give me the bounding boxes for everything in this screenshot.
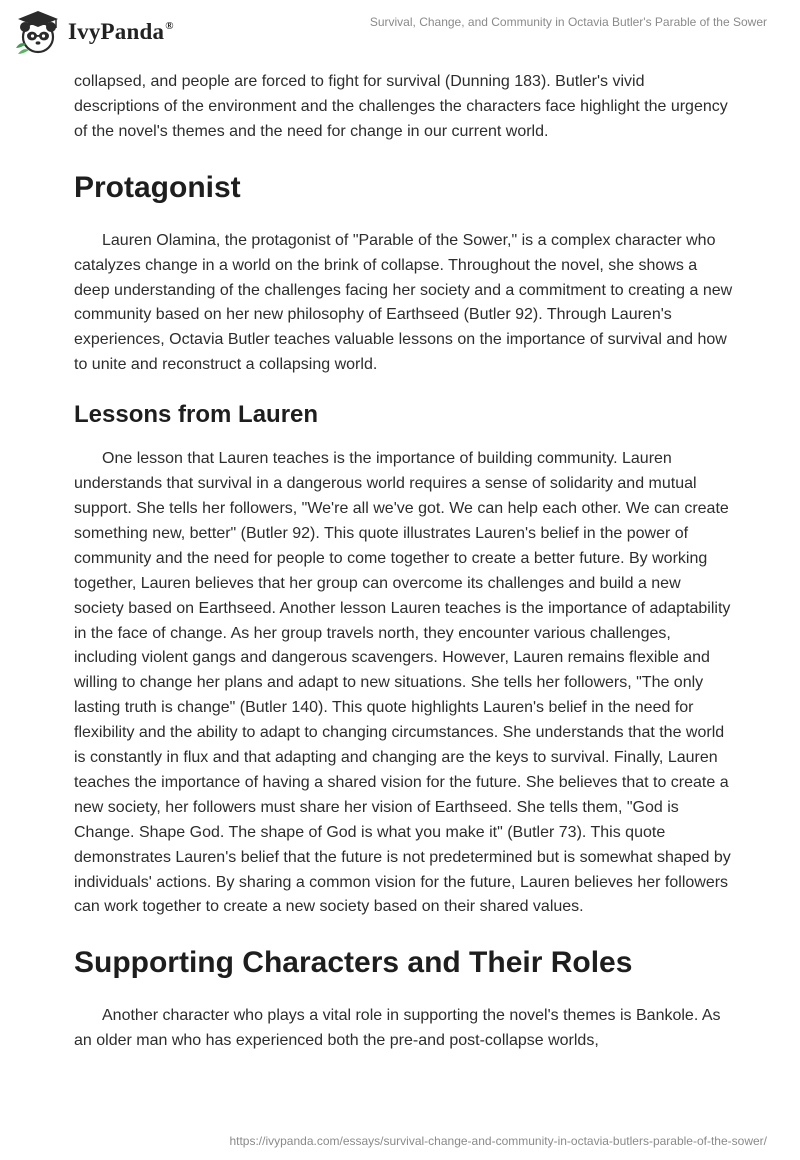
supporting-paragraph: Another character who plays a vital role in supporting the novel's themes is Bankole. As an older man who has experienced both the pre-and post-collapse worlds,: [74, 1007, 721, 1050]
lessons-paragraph: One lesson that Lauren teaches is the importance of building community. Lauren understands that survival in a dangerous world requires a sense of solidarity and mutual support. She tells her followers, "We're all we've got. We can help each other. We can create something new, better" (Butler 92). This quote illustrates Lauren's belief in the power of community and the need for people to come together to create a better future. By working together, Lauren believes that her group can overcome its challenges and build a new society based on Earthseed. Another lesson Lauren teaches is the importance of adaptability in the face of change. As her group travels north, they encounter various challenges, including violent gangs and dangerous scavengers. However, Lauren remains flexible and willing to change her plans and adapt to new situations. She tells her followers, "The only lasting truth is change" (Butler 140). This quote highlights Lauren's belief in the need for flexibility and the ability to adapt to changing circumstances. She understands that the world is constantly in flux and that adapting and changing are the keys to survival. Finally, Lauren teaches the importance of having a shared vision for the future. She believes that to create a new society, her followers must share her vision of Earthseed. She tells them, "God is Change. Shape God. The shape of God is what you make it" (Butler 73). This quote demonstrates Lauren's belief that the future is not predetermined but is somewhat shaped by individuals' actions. By sharing a common vision for the future, Lauren believes her followers can work together to create a new society based on their shared values.: [74, 450, 731, 916]
brand-name: IvyPanda®: [68, 19, 174, 44]
heading-protagonist: Protagonist: [74, 170, 241, 204]
ivypanda-logo[interactable]: [14, 8, 174, 56]
source-url-link[interactable]: https://ivypanda.com/essays/survival-change-and-community-in-octavia-butlers-parable-of-the-sower/: [229, 1134, 767, 1148]
protagonist-paragraph: Lauren Olamina, the protagonist of "Parable of the Sower," is a complex character who catalyzes change in a world on the brink of collapse. Throughout the novel, she shows a deep understanding of the challenges facing her society and a commitment to creating a new community based on her new philosophy of Earthseed (Butler 92). Through Lauren's experiences, Octavia Butler teaches valuable lessons on the importance of survival and how to unite and reconstruct a collapsing world.: [74, 231, 733, 374]
heading-lessons-from-lauren: Lessons from Lauren: [74, 401, 319, 429]
heading-supporting-characters: Supporting Characters and Their Roles: [74, 946, 633, 980]
page-header: [0, 0, 800, 60]
essay-content: [74, 70, 734, 1054]
intro-paragraph: collapsed, and people are forced to fight for survival (Dunning 183). Butler's vivid descriptions of the environment and the challenges the characters face highlight the urgency of the novel's themes and the need for change in our current world.: [74, 73, 728, 140]
panda-graduate-icon: [14, 8, 62, 56]
document-title: Survival, Change, and Community in Octavia Butler's Parable of the Sower: [369, 15, 767, 29]
